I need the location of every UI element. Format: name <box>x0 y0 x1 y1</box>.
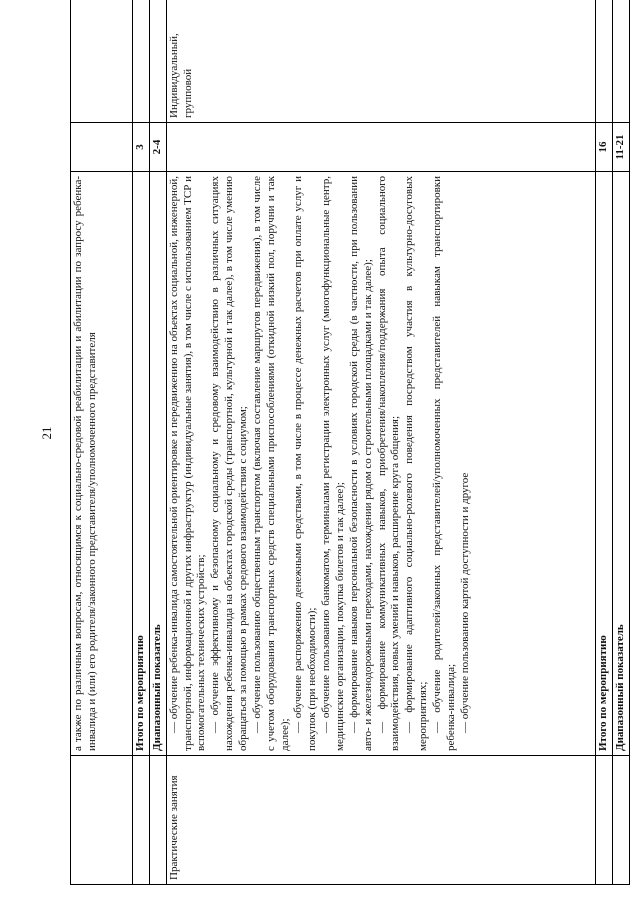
list-item: — формирование коммуникативных навыков, приобретения/накопления/поддержания опыта социального взаимодействия, новых умений и навыков, расширение круга общения; <box>375 176 402 751</box>
empty-cell <box>71 756 133 885</box>
section-range-value: 11-21 <box>613 123 630 172</box>
section-items <box>166 172 596 756</box>
services-table <box>70 0 630 885</box>
list-item: — формирование навыков персональной безопасности в условиях городской среды (в частности, при пользовании авто- и железнодорожными переходами, нахождении рядом со строительными площадками и так далее); <box>347 176 374 751</box>
list-item: — обучение ребенка-инвалида самостоятельной ориентировке и передвижению на объектах социальной, инженерной, транспортной, информационной и других инфраструктур (индивидуальные занятия), в том числе с использованием ТСР и вспомогательных технических устройств; <box>167 176 208 751</box>
list-item: — формирование адаптивного социально-ролевого поведения посредством участия в культурно-досуговых мероприятиях; <box>403 176 430 751</box>
table-row <box>166 0 596 885</box>
empty-cell <box>71 0 133 123</box>
section-range-label: Диапазонный показатель <box>613 172 630 756</box>
list-item: — обучение эффективному и безопасному социальному и средовому взаимодействию в различных ситуациях нахождения ребенка-инвалида на объектах городской среды (транспортной, культурной и так далее), в том числе умению обращаться за помощью в рамках средового взаимодействия с социумом; <box>209 176 250 751</box>
top-total-label: Итого по мероприятию <box>133 172 150 756</box>
section-type: Практические занятия <box>166 756 596 885</box>
table-row <box>149 0 166 885</box>
list-item: — обучение родителей/законных представителей/уполномоченных представителей навыкам транспортировки ребенка-инвалида; <box>431 176 457 751</box>
rotated-table-page <box>70 15 630 885</box>
table-row <box>133 0 150 885</box>
list-item: — обучение пользованию общественным транспортом (включая составление маршрутов передвижения), в том числе с учетом оборудования транспортных средств специальными приспособлениями (откидной низкий пол, поручни и так далее); <box>250 176 291 751</box>
table-row <box>613 0 630 885</box>
top-range-label: Диапазонный показатель <box>149 172 166 756</box>
table-row <box>596 0 613 885</box>
list-item: — обучение пользованию банкоматом, терминалами регистрации электронных услуг (многофункциональные центр, медицинские организации, покупка билетов и так далее); <box>320 176 347 751</box>
page-number: 21 <box>39 426 54 440</box>
list-item: — обучение распоряжению денежными средствами, в том числе в процессе денежных расчетов при оплате услуг и покупок (при необходимости); <box>292 176 319 751</box>
section-total-label: Итого по мероприятию <box>596 172 613 756</box>
top-continuation-text: а также по различным вопросам, относящимся к социально-средовой реабилитации и абилитации по запросу ребенка-инвалида и (или) его родителя/законного представителя/уполномоченного представителя <box>71 172 133 756</box>
top-total-value: 3 <box>133 123 150 172</box>
table-row <box>71 0 133 885</box>
list-item: — обучение пользованию картой доступности и другое <box>458 472 471 733</box>
empty-cell <box>71 123 133 172</box>
section-form: Индивидуальный, групповой <box>166 0 596 123</box>
top-range-value: 2-4 <box>149 123 166 172</box>
section-total-value: 16 <box>596 123 613 172</box>
